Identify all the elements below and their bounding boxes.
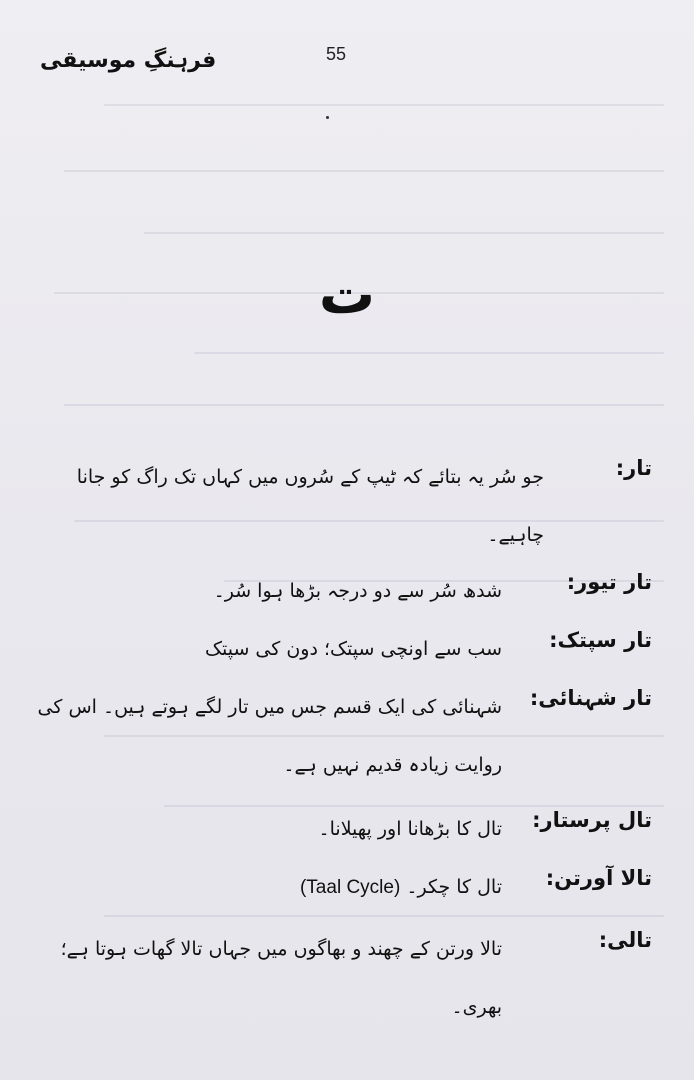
show-through-line <box>104 104 664 106</box>
entry-definition: جو سُر یہ بتائے کہ ٹیپ کے سُروں میں کہاں تک راگ کو جانا چاہیے۔ <box>76 466 544 546</box>
entry-term: تال پرستار: <box>532 808 652 832</box>
entry-definition <box>36 858 502 917</box>
section-letter: ت <box>318 262 376 327</box>
glossary-entry <box>36 858 652 916</box>
entry-term: تار شہنائی: <box>529 686 652 710</box>
entry-definition: شدھ سُر سے دو درجہ بڑھا ہوا سُر۔ <box>213 580 502 602</box>
glossary-entry <box>36 678 652 798</box>
entry-definition: شہنائی کی ایک قسم جس میں تار لگے ہوتے ہیں۔ اس کی روایت زیادہ قدیم نہیں ہے۔ <box>37 696 502 776</box>
entry-term: تالی: <box>598 928 652 952</box>
entry-definition-text: تال کا چکر۔ <box>406 876 502 898</box>
header-dot <box>326 116 329 119</box>
show-through-line <box>64 170 664 172</box>
entry-term: تار تیور: <box>566 570 652 594</box>
glossary-entry <box>36 562 652 620</box>
entry-term: تار سپتک: <box>549 628 652 652</box>
show-through-line <box>194 352 664 354</box>
show-through-line <box>144 232 664 234</box>
glossary-entry <box>36 920 652 1040</box>
book-title: فرہنگِ موسیقی <box>40 48 217 73</box>
entry-definition: سب سے اونچی سپتک؛ دون کی سپتک <box>204 638 502 660</box>
page-number: 55 <box>326 44 347 64</box>
entry-definition: تالا ورتن کے چھند و بھاگوں میں جہاں تالا گھات ہوتا ہے؛ بھری۔ <box>60 938 502 1018</box>
show-through-line <box>64 404 664 406</box>
entry-term: تار: <box>615 456 652 480</box>
entry-latin-note: (Taal Cycle) <box>299 877 401 898</box>
glossary-entry <box>36 448 652 568</box>
entry-definition: تال کا بڑھانا اور پھیلانا۔ <box>318 818 502 840</box>
entry-term: تالا آورتن: <box>545 866 652 890</box>
glossary-entry <box>36 620 652 678</box>
glossary-entry <box>36 800 652 858</box>
